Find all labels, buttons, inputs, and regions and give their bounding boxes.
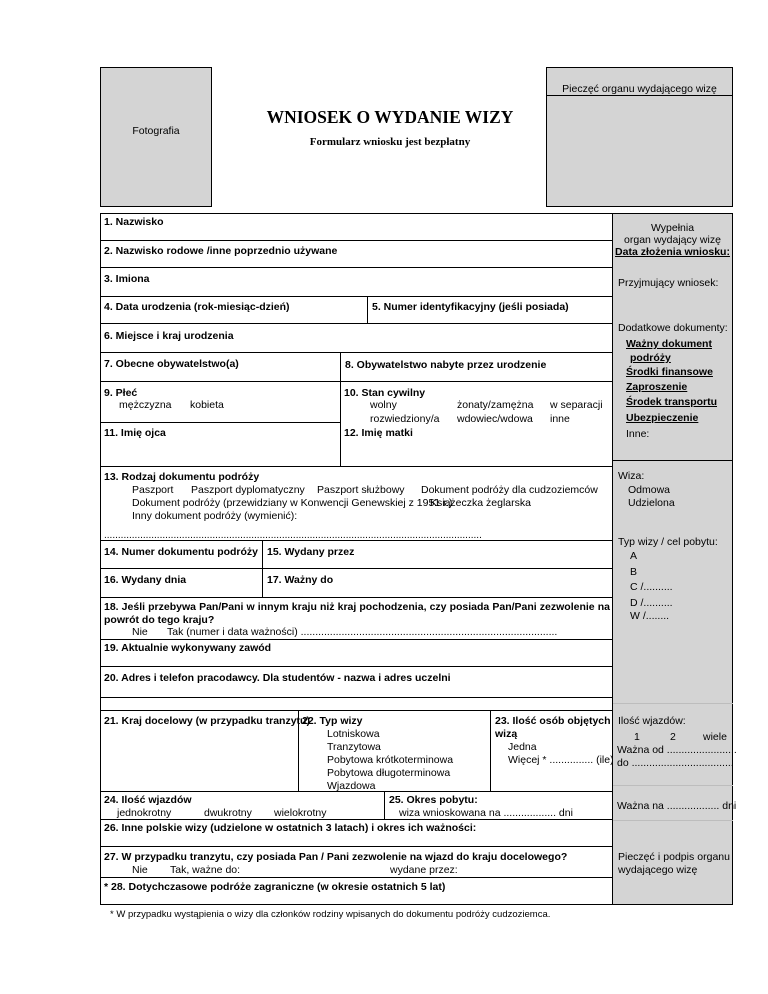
visa-type-w: W /........ [630, 610, 670, 622]
marital-divorced[interactable]: rozwiedziony/a [370, 413, 440, 425]
doc-seaman-book[interactable]: Książeczka żeglarska [430, 497, 531, 509]
photo-label: Fotografia [132, 125, 180, 137]
field-visa-type: 22. Typ wizy [302, 715, 363, 727]
sex-male-option[interactable]: mężczyzna [119, 399, 172, 411]
transit-permit-no[interactable]: Nie [132, 864, 148, 876]
doc-funds: Środki finansowe [626, 366, 713, 378]
field-mother-name[interactable]: 12. Imię matki [344, 427, 413, 439]
doc-insurance: Ubezpieczenie [626, 412, 699, 424]
field-doc-number[interactable]: 14. Numer dokumentu podróży [104, 546, 259, 558]
entries-single[interactable]: jednokrotny [117, 807, 172, 819]
field-employer[interactable]: 20. Adres i telefon pracodawcy. Dla studentów - nazwa i adres uczelni [104, 672, 451, 684]
doc-invitation: Zaproszenie [626, 381, 688, 393]
visa-type-long[interactable]: Pobytowa długoterminowa [327, 767, 451, 779]
visa-refused: Odmowa [628, 484, 671, 496]
stamp-label: Pieczęć organu wydającego wizę [562, 83, 717, 95]
entries-multiple[interactable]: wielokrotny [274, 807, 327, 819]
entries-label: Ilość wjazdów: [618, 715, 686, 727]
field-surname[interactable]: 1. Nazwisko [104, 216, 164, 228]
doc-other-dots[interactable]: ........................................................................................................................................ [104, 530, 482, 541]
form-subtitle: Formularz wniosku jest bezpłatny [309, 136, 471, 148]
field-father-name[interactable]: 11. Imię ojca [104, 427, 166, 439]
field-transit-permit: 27. W przypadku tranzytu, czy posiada Pan / Pani zezwolenie na wjazd do kraju docelowego? [104, 851, 568, 863]
visa-type-entry[interactable]: Wjazdowa [327, 780, 376, 792]
field-marital-status: 10. Stan cywilny [344, 387, 426, 399]
sign-label: Pieczęć i podpis organu wydającego wizę [618, 851, 730, 877]
visa-granted: Udzielona [628, 497, 675, 509]
entries-many: wiele [703, 731, 727, 743]
valid-days: Ważna na .................. dni [617, 800, 737, 812]
visa-type-c: C /.......... [630, 581, 673, 593]
entries-one: 1 [634, 731, 640, 743]
marital-separated[interactable]: w separacji [550, 399, 603, 411]
entries-two: 2 [670, 731, 676, 743]
field-birth-date[interactable]: 4. Data urodzenia (rok-miesiąc-dzień) [104, 301, 290, 313]
visa-type-label: Typ wizy / cel pobytu: [618, 536, 718, 548]
sex-female-option[interactable]: kobieta [190, 399, 224, 411]
field-first-names[interactable]: 3. Imiona [104, 273, 150, 285]
doc-foreigner-travel[interactable]: Dokument podróży dla cudzoziemców [421, 484, 598, 496]
footnote: * W przypadku wystąpienia o wizy dla członków rodziny wpisanych do dokumentu podróży cudzoziemca. [110, 909, 551, 920]
doc-diplomatic-passport[interactable]: Paszport dyplomatyczny [191, 484, 305, 496]
visa-type-a: A [630, 550, 638, 562]
field-destination[interactable]: 21. Kraj docelowy (w przypadku tranzytu) [104, 715, 310, 727]
office-fill-label-2: organ wydający wizę [624, 234, 721, 246]
field-valid-until[interactable]: 17. Ważny do [267, 574, 334, 586]
field-entries: 24. Ilość wjazdów [104, 794, 192, 806]
field-travel-doc-type: 13. Rodzaj dokumentu podróży [104, 471, 260, 483]
marital-married[interactable]: żonaty/zamężna [457, 399, 534, 411]
additional-docs-label: Dodatkowe dokumenty: [618, 322, 728, 334]
return-permit-yes[interactable]: Tak (numer i data ważności) ........................................................................................ [167, 626, 558, 638]
doc-other: Inne: [626, 428, 650, 440]
persons-more[interactable]: Więcej * ............... (ile) [508, 754, 614, 766]
field-persons-count-2: wizą [495, 728, 518, 740]
visa-label: Wiza: [618, 470, 645, 482]
visa-type-short[interactable]: Pobytowa krótkoterminowa [327, 754, 454, 766]
entries-double[interactable]: dwukrotny [204, 807, 252, 819]
doc-service-passport[interactable]: Paszport służbowy [317, 484, 405, 496]
field-return-permit: 18. Jeśli przebywa Pan/Pani w innym kraju niż kraj pochodzenia, czy posiada Pan/Pani zezwolenie na powrót do tego kraju? [104, 601, 610, 627]
field-persons-count: 23. Ilość osób objętych [495, 715, 611, 727]
doc-other[interactable]: Inny dokument podróży (wymienić): [132, 510, 298, 522]
persons-one[interactable]: Jedna [508, 741, 537, 753]
transit-issued-by[interactable]: wydane przez: [390, 864, 458, 876]
visa-type-transit[interactable]: Tranzytowa [327, 741, 381, 753]
return-permit-no[interactable]: Nie [132, 626, 148, 638]
doc-travel: Ważny dokument [626, 338, 712, 350]
doc-geneva-travel[interactable]: Dokument podróży (przewidziany w Konwencji Genewskiej z 1951 r.) [132, 497, 453, 509]
doc-passport[interactable]: Paszport [132, 484, 174, 496]
stay-period-days[interactable]: wiza wnioskowana na .................. dni [399, 807, 573, 819]
visa-type-b: B [630, 566, 638, 578]
field-id-number[interactable]: 5. Numer identyfikacyjny (jeśli posiada) [372, 301, 569, 313]
visa-type-d: D /.......... [630, 597, 673, 609]
marital-single[interactable]: wolny [370, 399, 397, 411]
doc-transport: Środek transportu [626, 396, 718, 408]
field-birth-citizenship[interactable]: 8. Obywatelstwo nabyte przez urodzenie [345, 359, 547, 371]
valid-to: do ................................... [617, 757, 734, 769]
marital-widowed[interactable]: wdowiec/wdowa [457, 413, 533, 425]
transit-permit-yes[interactable]: Tak, ważne do: [170, 864, 241, 876]
field-birth-surname[interactable]: 2. Nazwisko rodowe /inne poprzednio używane [104, 245, 338, 257]
field-citizenship[interactable]: 7. Obecne obywatelstwo(a) [104, 358, 239, 370]
visa-type-airport[interactable]: Lotniskowa [327, 728, 380, 740]
valid-from: Ważna od ........................ [617, 744, 737, 756]
field-issue-date[interactable]: 16. Wydany dnia [104, 574, 187, 586]
field-birth-place[interactable]: 6. Miejsce i kraj urodzenia [104, 330, 234, 342]
submission-date-label: Data złożenia wniosku: [615, 246, 730, 258]
field-previous-visas[interactable]: 26. Inne polskie wizy (udzielone w ostatnich 3 latach) i okres ich ważności: [104, 822, 477, 834]
doc-travel-2: podróży [630, 352, 671, 364]
field-stay-period: 25. Okres pobytu: [389, 794, 478, 806]
form-title: WNIOSEK O WYDANIE WIZY [266, 107, 514, 127]
field-issued-by[interactable]: 15. Wydany przez [267, 546, 355, 558]
field-sex: 9. Płeć [104, 387, 138, 399]
field-occupation[interactable]: 19. Aktualnie wykonywany zawód [104, 642, 272, 654]
office-fill-label: Wypełnia [650, 222, 695, 234]
marital-other[interactable]: inne [550, 413, 570, 425]
field-previous-travels[interactable]: * 28. Dotychczasowe podróże zagraniczne (w okresie ostatnich 5 lat) [104, 881, 446, 893]
receiver-label: Przyjmujący wniosek: [618, 277, 719, 289]
